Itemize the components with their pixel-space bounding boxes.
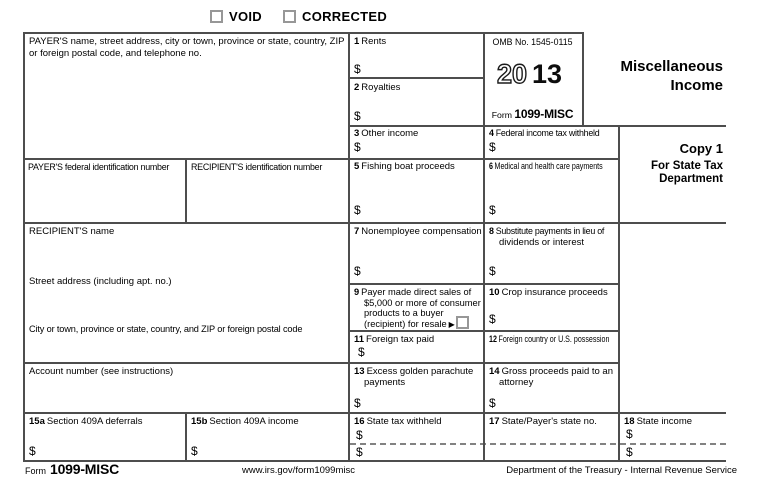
box16-label: 16 State tax withheld [354, 416, 442, 427]
box8-amount-row [489, 265, 611, 279]
box17-label: 17 State/Payer's state no. [489, 416, 597, 427]
dollar-sign: $ [626, 445, 633, 459]
form-number-box: Form 1099-MISC [491, 107, 574, 121]
dollar-sign: $ [354, 203, 361, 217]
box5-label: 5 Fishing boat proceeds [354, 161, 455, 172]
box13-label: 13 Excess golden parachute payments [354, 366, 474, 388]
box15a-amount-row [29, 445, 177, 459]
box6-label: 6 Medical and health care payments [489, 161, 603, 171]
svg-text:13: 13 [532, 59, 563, 89]
box16-amount-row-top [356, 429, 476, 443]
box18-amount-row-bottom [626, 446, 720, 460]
void-label: VOID [229, 9, 262, 24]
city-state-zip-label: City or town, province or state, country, and ZIP or foreign postal code [29, 324, 303, 334]
dollar-sign: $ [356, 445, 363, 459]
dollar-sign: $ [354, 62, 361, 76]
arrow-right-icon: ▶ [448, 319, 455, 329]
divider-line [348, 32, 350, 460]
dollar-sign: $ [354, 396, 361, 410]
box11-label: 11 Foreign tax paid [354, 334, 435, 345]
divider-line [348, 125, 726, 127]
box15b-label: 15b Section 409A income [191, 416, 299, 427]
box15b-amount-field[interactable] [202, 445, 339, 459]
void-checkbox[interactable] [210, 10, 223, 23]
box9-direct-sales-checkbox[interactable] [456, 316, 469, 329]
box4-label: 4 Federal income tax withheld [489, 128, 600, 138]
box3-amount-field[interactable] [365, 141, 476, 155]
divider-line [185, 412, 187, 460]
box14-amount-field[interactable] [500, 397, 611, 411]
box10-amount-field[interactable] [500, 313, 611, 327]
account-number-label: Account number (see instructions) [29, 366, 174, 377]
dollar-sign: $ [489, 140, 496, 154]
box14-label: 14 Gross proceeds paid to an attorney [489, 366, 614, 388]
box5-amount-row [354, 204, 476, 218]
box4-amount-field[interactable] [500, 141, 611, 155]
box8-amount-field[interactable] [500, 265, 611, 279]
dollar-sign: $ [489, 203, 496, 217]
box12-label: 12 Foreign country or U.S. possession [489, 334, 610, 344]
box10-amount-row [489, 313, 611, 327]
box13-amount-field[interactable] [365, 397, 476, 411]
footer-irs-url: www.irs.gov/form1099misc [242, 465, 355, 476]
box16-amount-row-bottom [356, 446, 476, 460]
divider-line [348, 77, 483, 79]
payer-name-label: PAYER'S name, street address, city or town, province or state, country, ZIP or foreign postal code, and telephone no. [29, 36, 345, 59]
dollar-sign: $ [489, 312, 496, 326]
dollar-sign: $ [356, 428, 363, 442]
divider-line [483, 32, 485, 460]
dollar-sign: $ [358, 345, 365, 359]
dollar-sign: $ [354, 264, 361, 278]
dollar-sign: $ [626, 427, 633, 441]
corrected-checkbox[interactable] [283, 10, 296, 23]
box18-amount-row-top [626, 428, 720, 442]
box7-amount-row [354, 265, 476, 279]
box5-amount-field[interactable] [365, 204, 476, 218]
box17-state-no-field[interactable] [489, 428, 614, 458]
box7-label: 7 Nonemployee compensation [354, 226, 482, 237]
box11-amount-field[interactable] [369, 346, 476, 360]
recipient-id-label: RECIPIENT'S identification number [191, 162, 323, 172]
dollar-sign: $ [489, 264, 496, 278]
footer-agency: Department of the Treasury - Internal Revenue Service [506, 465, 737, 476]
box1-amount-field[interactable] [365, 63, 476, 77]
street-address-label: Street address (including apt. no.) [29, 276, 172, 287]
box3-label: 3 Other income [354, 128, 419, 139]
recipient-name-label: RECIPIENT'S name [29, 226, 115, 237]
box2-label: 2 Royalties [354, 82, 401, 93]
corrected-label: CORRECTED [302, 9, 388, 24]
box4-amount-row [489, 141, 611, 155]
dollar-sign: $ [191, 444, 198, 458]
form-title: Miscellaneous Income [620, 58, 723, 94]
box18-label: 18 State income [624, 416, 693, 427]
box9-label: 9 Payer made direct sales of $5,000 or more of consumer products to a buyer (recipient) for resale ▶ [354, 287, 481, 329]
box15a-label: 15a Section 409A deferrals [29, 416, 143, 427]
box2-amount-row [354, 110, 476, 124]
box16-amount-field-top[interactable] [367, 429, 476, 443]
box2-amount-field[interactable] [365, 110, 476, 124]
box6-amount-field[interactable] [500, 204, 611, 218]
divider-line [582, 32, 584, 125]
payer-federal-id-label: PAYER'S federal identification number [28, 162, 170, 172]
dollar-sign: $ [489, 396, 496, 410]
omb-number: OMB No. 1545-0115 [492, 37, 573, 47]
box15a-amount-field[interactable] [40, 445, 177, 459]
box18-amount-field-bottom[interactable] [637, 446, 720, 460]
box1-amount-row [354, 63, 476, 77]
dollar-sign: $ [354, 140, 361, 154]
svg-text:20: 20 [497, 59, 528, 89]
box7-amount-field[interactable] [365, 265, 476, 279]
copy-designation: Copy 1 [679, 141, 723, 156]
box11-amount-row [358, 346, 476, 360]
dollar-sign: $ [354, 109, 361, 123]
box6-amount-row [489, 204, 611, 218]
box13-amount-row [354, 397, 476, 411]
box8-label: 8 Substitute payments in lieu of dividends or interest [489, 226, 605, 248]
box14-amount-row [489, 397, 611, 411]
box16-amount-field-bottom[interactable] [367, 446, 476, 460]
box1-label: 1 Rents [354, 36, 387, 47]
box15b-amount-row [191, 445, 339, 459]
divider-line [23, 460, 726, 462]
box12-country-field[interactable] [489, 345, 614, 360]
box10-label: 10 Crop insurance proceeds [489, 287, 608, 298]
box3-amount-row [354, 141, 476, 155]
divider-line [23, 412, 726, 414]
footer-form-number: Form 1099-MISC [25, 461, 120, 477]
tax-year [494, 55, 576, 91]
divider-line [618, 125, 620, 460]
copy-recipient-note: For State Tax Department [651, 160, 723, 185]
box18-amount-field-top[interactable] [637, 428, 720, 442]
dollar-sign: $ [29, 444, 36, 458]
